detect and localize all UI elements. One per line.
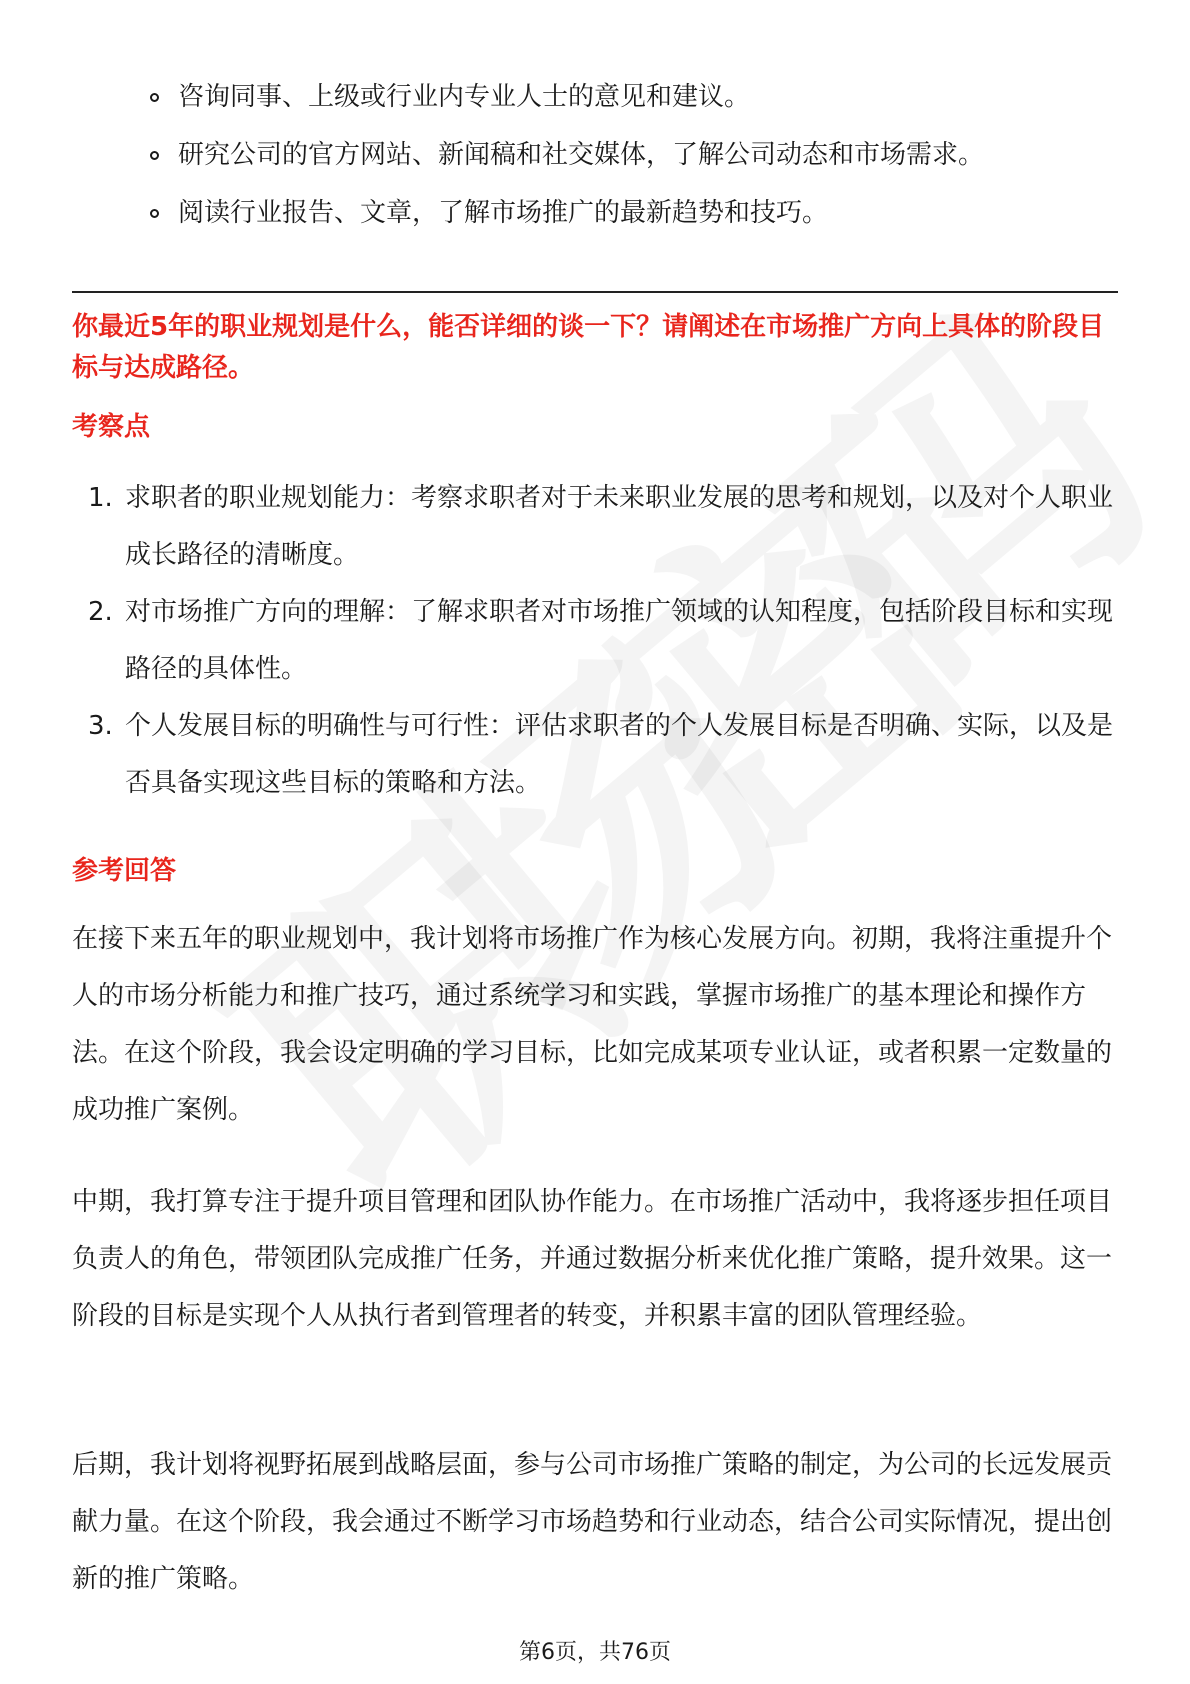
answer-paragraph: 中期，我打算专注于提升项目管理和团队协作能力。在市场推广活动中，我将逐步担任项目负责人的角色，带领团队完成推广任务，并通过数据分析来优化推广策略，提升效果。这一阶段的目标是实现个人从执行者到管理者的转变，并积累丰富的团队管理经验。 [72, 1187, 1113, 1331]
answer-paragraph: 在接下来五年的职业规划中，我计划将市场推广作为核心发展方向。初期，我将注重提升个人的市场分析能力和推广技巧，通过系统学习和实践，掌握市场推广的基本理论和操作方法。在这个阶段，我会设定明确的学习目标，比如完成某项专业认证，或者积累一定数量的成功推广案例。 [72, 924, 1113, 1125]
list-item: 阅读行业报告、文章，了解市场推广的最新趋势和技巧。 [150, 184, 1110, 242]
section-divider [72, 291, 1118, 293]
page-number: 第6页，共76页 [519, 1640, 671, 1665]
assessment-title: 考察点 [72, 412, 151, 442]
item-number: 2. [88, 597, 113, 627]
list-item [72, 470, 1122, 584]
circle-bullet-icon [150, 151, 159, 160]
item-text: 求职者的职业规划能力：考察求职者对于未来职业发展的思考和规划，以及对个人职业成长路径的清晰度。 [125, 483, 1114, 570]
answer-paragraph: 后期，我计划将视野拓展到战略层面，参与公司市场推广策略的制定，为公司的长远发展贡献力量。在这个阶段，我会通过不断学习市场趋势和行业动态，结合公司实际情况，提出创新的推广策略。 [72, 1450, 1113, 1594]
intro-bullet-list [150, 68, 1110, 242]
circle-bullet-icon [150, 209, 159, 218]
list-item: 咨询同事、上级或行业内专业人士的意见和建议。 [150, 68, 1110, 126]
list-item [72, 584, 1122, 698]
assessment-list [72, 470, 1122, 812]
list-item: 研究公司的官方网站、新闻稿和社交媒体，了解公司动态和市场需求。 [150, 126, 1110, 184]
item-number: 3. [88, 711, 113, 741]
item-text: 个人发展目标的明确性与可行性：评估求职者的个人发展目标是否明确、实际，以及是否具备实现这些目标的策略和方法。 [125, 711, 1114, 798]
question-heading: 你最近5年的职业规划是什么，能否详细的谈一下？请阐述在市场推广方向上具体的阶段目标与达成路径。 [72, 312, 1105, 383]
circle-bullet-icon [150, 93, 159, 102]
reference-title: 参考回答 [72, 856, 177, 886]
item-text: 对市场推广方向的理解：了解求职者对市场推广领域的认知程度，包括阶段目标和实现路径的具体性。 [125, 597, 1114, 684]
list-item [72, 698, 1122, 812]
item-number: 1. [88, 483, 113, 513]
